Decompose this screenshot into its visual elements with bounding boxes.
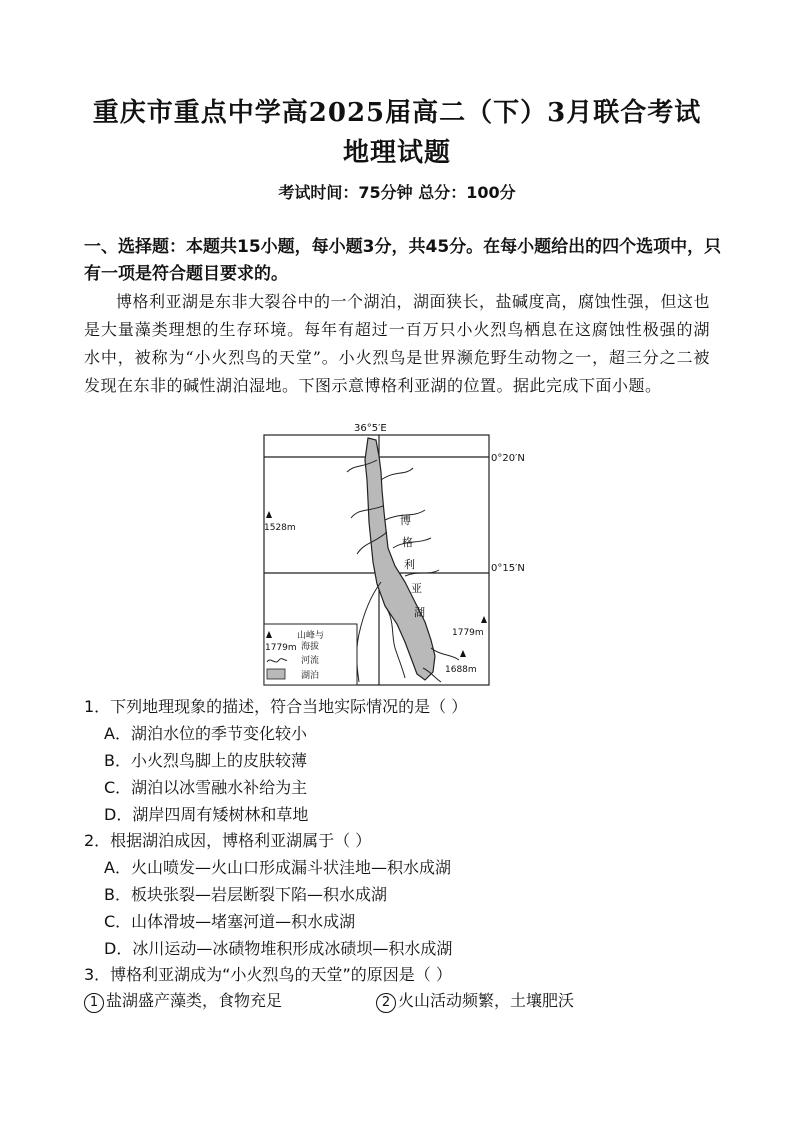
exam-title: 重庆市重点中学高2025届高二（下）3月联合考试 bbox=[92, 98, 702, 128]
section-heading: 一、选择题：本题共15小题，每小题3分，共45分。在每小题给出的四个选项中，只有一项是符合题目要求的。 bbox=[84, 237, 722, 284]
bogoria-lake-map bbox=[255, 420, 525, 688]
legend-peak-value: 1779m bbox=[265, 643, 297, 653]
peak-left-elevation: 1528m bbox=[264, 523, 296, 533]
peak-right-elevation: 1779m bbox=[452, 628, 484, 638]
lake-label-char-4: 亚 bbox=[411, 582, 422, 595]
question-1-option-a: A．湖泊水位的季节变化较小 bbox=[104, 724, 307, 743]
statement-text-2: 火山活动频繁，土壤肥沃 bbox=[398, 991, 575, 1010]
question-3-stem: 3．博格利亚湖成为“小火烈鸟的天堂”的原因是（ ） bbox=[84, 965, 452, 984]
question-1-option-b: B．小火烈鸟脚上的皮肤较薄 bbox=[104, 751, 307, 770]
river-lines bbox=[347, 460, 459, 682]
peak-bottom-icon bbox=[460, 650, 466, 657]
legend-river-label: 河流 bbox=[301, 656, 320, 666]
map-legend bbox=[264, 624, 357, 685]
statement-number-1: 1 bbox=[84, 993, 104, 1013]
question-3-statement-1 bbox=[84, 988, 282, 1013]
question-2-stem: 2．根据湖泊成因，博格利亚湖属于（ ） bbox=[84, 831, 372, 850]
statement-text-1: 盐湖盛产藻类，食物充足 bbox=[106, 991, 283, 1010]
legend-peak-label-1: 山峰与 bbox=[297, 631, 325, 641]
exam-info: 考试时间：75分钟 总分：100分 bbox=[278, 183, 516, 202]
peak-bottom-elevation: 1688m bbox=[445, 665, 477, 675]
lake-label-char-3: 利 bbox=[404, 558, 415, 571]
lake-label-char-2: 格 bbox=[402, 536, 413, 549]
question-2-option-a: A．火山喷发—火山口形成漏斗状洼地—积水成湖 bbox=[104, 858, 451, 877]
reading-passage: 博格利亚湖是东非大裂谷中的一个湖泊，湖面狭长，盐碱度高，腐蚀性强，但这也是大量藻类理想的生存环境。每年有超过一百万只小火烈鸟栖息在这腐蚀性极强的湖水中，被称为“小火烈鸟的天堂”。小火烈鸟是世界濒危野生动物之一，超三分之二被发现在东非的碱性湖泊湿地。下图示意博格利亚湖的位置。据此完成下面小题。 bbox=[84, 292, 711, 395]
lake-label-char-1: 博 bbox=[400, 514, 411, 527]
longitude-label: 36°5′E bbox=[354, 423, 387, 434]
question-1-option-d: D．湖岸四周有矮树林和草地 bbox=[104, 805, 309, 824]
question-3-statement-2 bbox=[376, 988, 574, 1013]
statement-number-2: 2 bbox=[376, 993, 396, 1013]
question-1-stem: 1．下列地理现象的描述，符合当地实际情况的是（ ） bbox=[84, 697, 468, 716]
question-1-option-c: C．湖泊以冰雪融水补给为主 bbox=[104, 778, 308, 797]
legend-lake-swatch bbox=[267, 669, 285, 679]
peak-left-icon bbox=[266, 511, 272, 518]
legend-peak-label-2: 海拔 bbox=[301, 642, 320, 652]
lake-label-char-5: 湖 bbox=[414, 606, 425, 619]
question-2-option-b: B．板块张裂—岩层断裂下陷—积水成湖 bbox=[104, 885, 387, 904]
exam-subject-title: 地理试题 bbox=[342, 138, 451, 168]
question-2-option-d: D．冰川运动—冰碛物堆积形成冰碛坝—积水成湖 bbox=[104, 939, 453, 958]
peak-right-icon bbox=[481, 616, 487, 623]
legend-lake-label: 湖泊 bbox=[301, 671, 320, 681]
lat-top-label: 0°20′N bbox=[491, 453, 525, 464]
lake-shape bbox=[365, 438, 435, 680]
question-2-option-c: C．山体滑坡—堵塞河道—积水成湖 bbox=[104, 912, 356, 931]
lat-mid-label: 0°15′N bbox=[491, 563, 525, 574]
